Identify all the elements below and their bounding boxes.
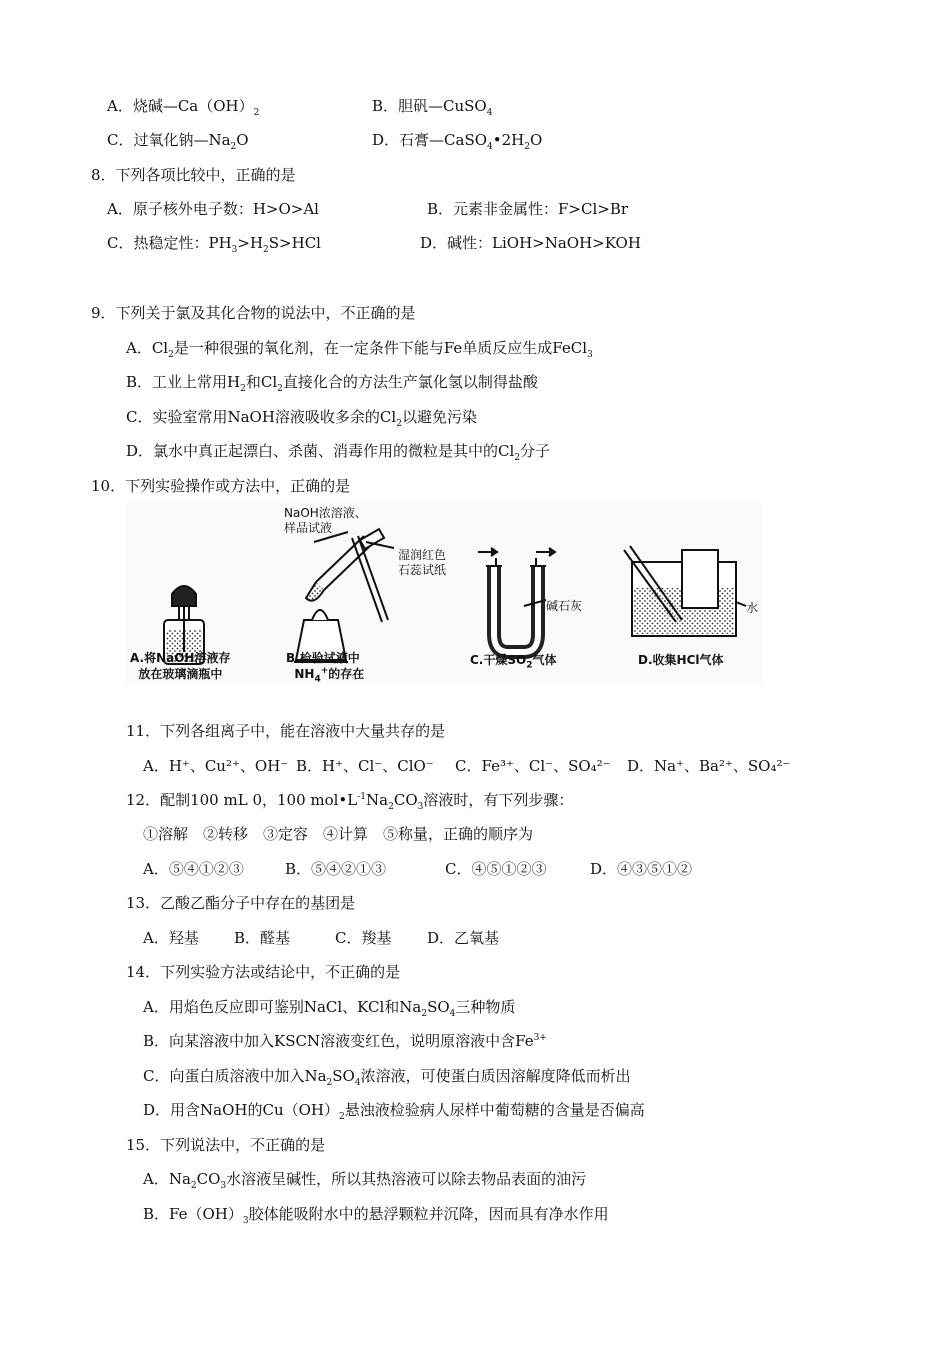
q11-stem: 11．下列各组离子中，能在溶液中大量共存的是 [126, 722, 446, 740]
q15-option-a: A．$Na_2CO_3$水溶液呈碱性，所以其热溶液可以除去物品表面的油污 [143, 1170, 587, 1191]
q12-stem: 12．配制100 mL 0，100 $mol•L^{-1}Na_2CO_3$溶液时，有下列步骤： [126, 791, 574, 812]
q14-option-a: A．用焰色反应即可鉴别NaCl、KCl和$Na_2SO_4$三种物质 [143, 998, 516, 1019]
q13-option-b: B．醛基 [234, 929, 291, 947]
caption-a: A.将NaOH溶液存 放在玻璃滴瓶中 [130, 651, 231, 681]
q8-stem: 8．下列各项比较中，正确的是 [91, 166, 296, 184]
q9-stem: 9．下列关于氯及其化合物的说法中，不正确的是 [91, 304, 416, 322]
q14-stem: 14．下列实验方法或结论中，不正确的是 [126, 963, 401, 981]
q13-stem: 13．乙酸乙酯分子中存在的基团是 [126, 894, 356, 912]
q11-option-c: C．Fe³⁺、Cl⁻、SO₄²⁻ [455, 757, 611, 775]
q10-stem: 10．下列实验操作或方法中，正确的是 [91, 477, 351, 495]
q12-option-c: C．④⑤①②③ [445, 860, 547, 878]
q9-option-c: C．实验室常用NaOH溶液吸收多余的$Cl_2$以避免污染 [126, 408, 477, 429]
q14-option-d: D．用含NaOH的$Cu(OH)_2$悬浊液检验病人尿样中葡萄糖的含量是否偏高 [143, 1101, 645, 1122]
q8-option-b: B．元素非金属性：F>Cl>Br [427, 200, 629, 218]
q8-option-d: D．碱性：LiOH>NaOH>KOH [420, 234, 641, 252]
label-water: 水 [746, 601, 759, 615]
q9-option-b: B．工业上常用$H_2$和$Cl_2$直接化合的方法生产氯化氢以制得盐酸 [126, 373, 538, 394]
q7-option-c: C．过氧化钠$—Na_2O$ [107, 131, 249, 152]
q14-option-c: C．向蛋白质溶液中加入$Na_2SO_4$浓溶液，可使蛋白质因溶解度降低而析出 [143, 1067, 631, 1088]
caption-b: B.检验试液中 $NH_4^+$的存在 [286, 651, 365, 685]
q10-figure [126, 502, 762, 684]
q11-option-a: A．H⁺、Cu²⁺、OH⁻ [143, 757, 289, 775]
q13-option-a: A．羟基 [143, 929, 199, 947]
q12-steps: ①溶解 ②转移 ③定容 ④计算 ⑤称量，正确的顺序为 [143, 825, 534, 843]
q15-option-b: B．$Fe(OH)_3$胶体能吸附水中的悬浮颗粒并沉降，因而具有净水作用 [143, 1205, 609, 1226]
q7-option-d: D．石膏$—CaSO_4•2H_2O$ [372, 131, 543, 152]
q8-option-a: A．原子核外电子数：H>O>Al [107, 200, 319, 218]
q9-option-a: A．$Cl_2$是一种很强的氧化剂，在一定条件下能与Fe单质反应生成FeCl$_3$ [126, 339, 593, 360]
q13-option-d: D．乙氧基 [427, 929, 500, 947]
q11-option-d: D．Na⁺、Ba²⁺、SO₄²⁻ [627, 757, 791, 775]
label-soda-lime: 碱石灰 [546, 599, 583, 613]
q12-option-d: D．④③⑤①② [590, 860, 693, 878]
q12-option-b: B．⑤④②①③ [285, 860, 387, 878]
q7-option-b: B．胆矾—CuSO$_4$ [372, 97, 493, 118]
q9-option-d: D．氯水中真正起漂白、杀菌、消毒作用的微粒是其中的$Cl_2$分子 [126, 442, 551, 463]
q12-option-a: A．⑤④①②③ [143, 860, 244, 878]
q15-stem: 15．下列说法中，不正确的是 [126, 1136, 326, 1154]
q7-option-a: A．烧碱$—Ca(OH)_2$ [107, 97, 260, 118]
q11-option-b: B．H⁺、Cl⁻、ClO⁻ [296, 757, 434, 775]
caption-d: D.收集HCl气体 [638, 653, 724, 667]
label-litmus-paper: 湿润红色 石蕊试纸 [398, 548, 447, 577]
q14-option-b: B．向某溶液中加入KSCN溶液变红色，说明原溶液中含$Fe^{3+}$ [143, 1032, 547, 1050]
label-naoh: NaOH浓溶液、 样品试液 [284, 506, 367, 535]
q13-option-c: C．羧基 [335, 929, 392, 947]
caption-c: C.干燥$SO_2$气体 [470, 653, 557, 671]
q8-option-c: C．热稳定性：$PH_3>H_2S>HCl$ [107, 234, 321, 255]
